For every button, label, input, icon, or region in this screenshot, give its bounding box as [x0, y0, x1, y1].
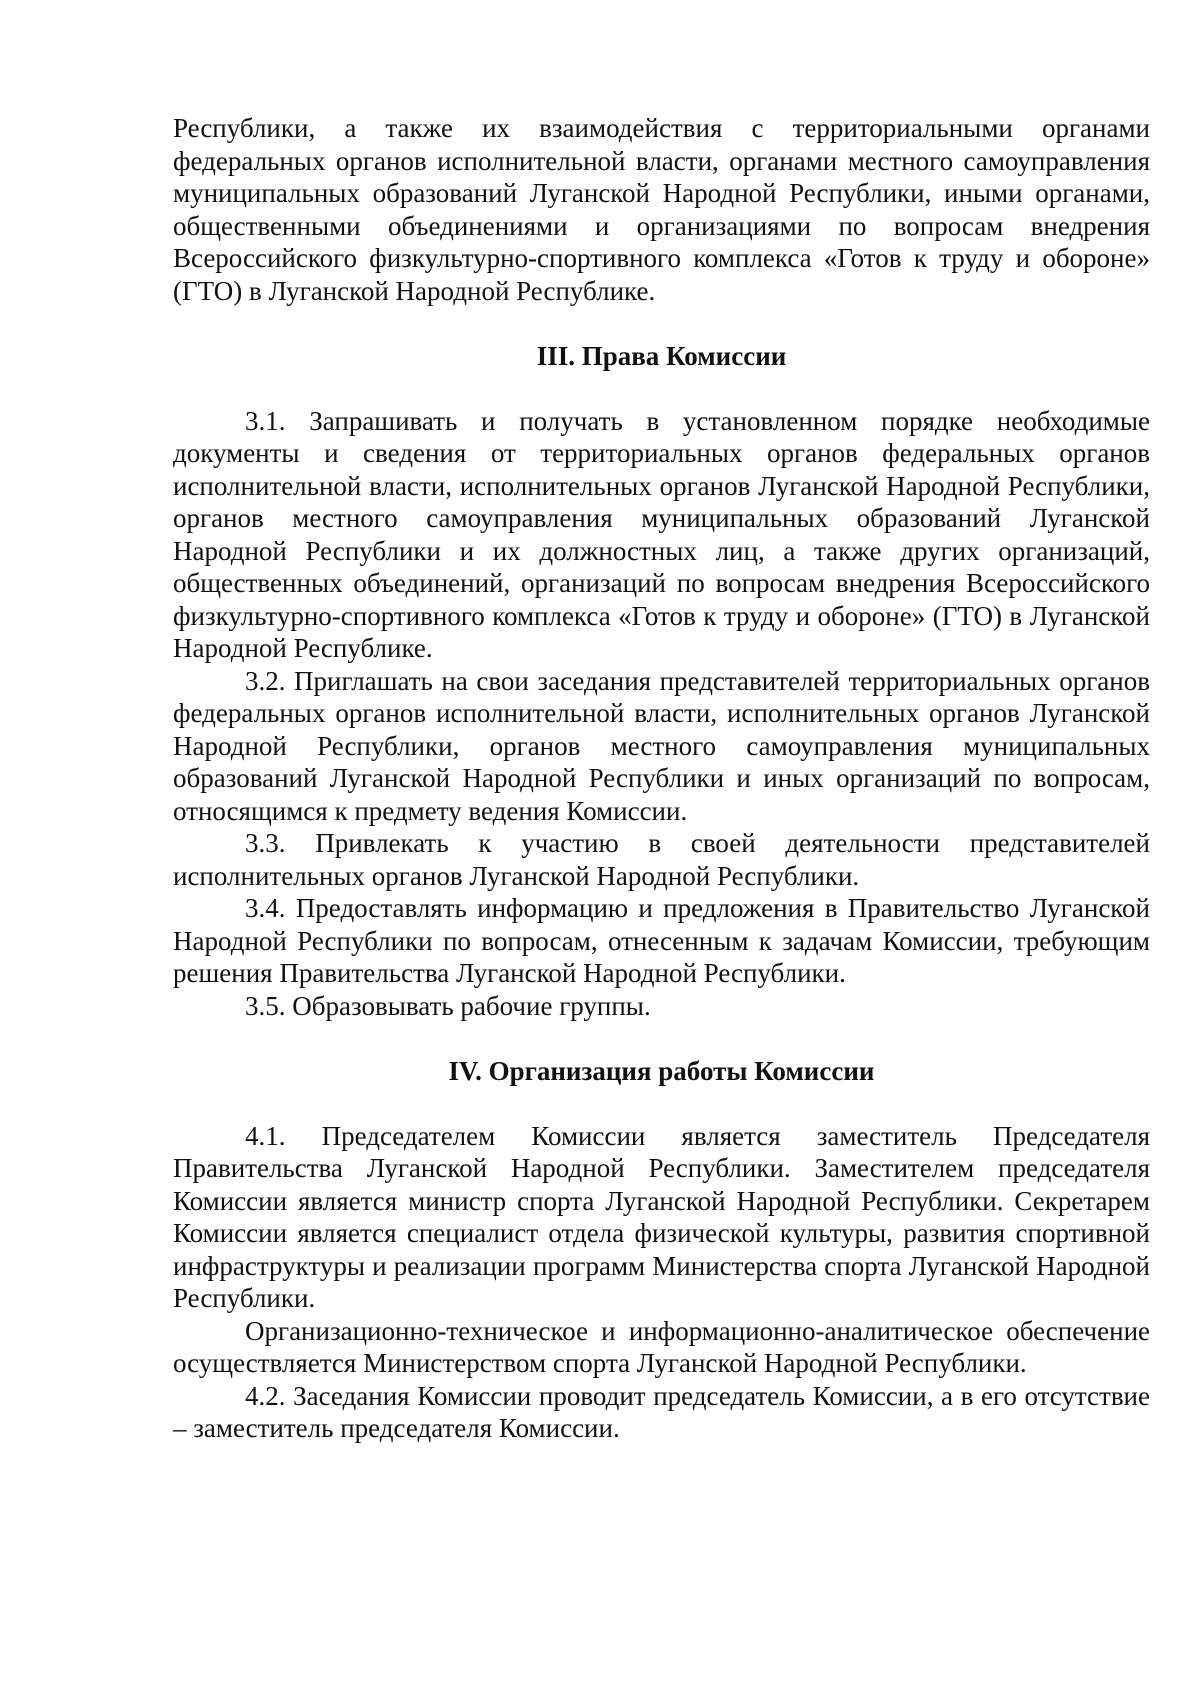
section-4-item-2: 4.2. Заседания Комиссии проводит председатель Комиссии, а в его отсутствие – заместитель председателя Комиссии.: [173, 1380, 1150, 1443]
section-4-paragraph-support: Организационно-техническое и информационно-аналитическое обеспечение осуществляется Министерством спорта Луганской Народной Республики.: [173, 1315, 1150, 1378]
document-page: [173, 112, 1150, 1445]
section-3-item-3: 3.3. Привлекать к участию в своей деятельности представителей исполнительных органов Луганской Народной Республики.: [173, 828, 1150, 891]
intro-paragraph: Республики, а также их взаимодействия с территориальными органами федеральных органов исполнительной власти, органами местного самоуправления муниципальных образований Луганской Народной Республики, иными органами, общественными объединениями и организациями по вопросам внедрения Всероссийского физкультурно-спортивного комплекса «Готов к труду и обороне» (ГТО) в Луганской Народной Республике.: [173, 113, 1150, 306]
section-3-item-4: 3.4. Предоставлять информацию и предложения в Правительство Луганской Народной Республики по вопросам, отнесенным к задачам Комиссии, требующим решения Правительства Луганской Народной Республики.: [173, 893, 1150, 988]
spacer: [173, 372, 1150, 405]
section-4-item-1: 4.1. Председателем Комиссии является заместитель Председателя Правительства Луганской Народной Республики. Заместителем председателя Комиссии является министр спорта Луганской Народной Республики. Секретарем Комиссии является специалист отдела физической культуры, развития спортивной инфраструктуры и реализации программ Министерства спорта Луганской Народной Республики.: [173, 1120, 1150, 1313]
spacer: [173, 1022, 1150, 1055]
spacer: [173, 307, 1150, 340]
section-3-heading: III. Права Комиссии: [536, 340, 787, 371]
spacer: [173, 1087, 1150, 1120]
section-4-heading: IV. Организация работы Комиссии: [448, 1055, 875, 1086]
section-3-item-2: 3.2. Приглашать на свои заседания представителей территориальных органов федеральных органов исполнительной власти, исполнительных органов Луганской Народной Республики, органов местного самоуправления муниципальных образований Луганской Народной Республики и иных организаций по вопросам, относящимся к предмету ведения Комиссии.: [173, 665, 1150, 826]
section-3-item-5: 3.5. Образовывать рабочие группы.: [245, 990, 651, 1021]
section-3-item-1: 3.1. Запрашивать и получать в установленном порядке необходимые документы и сведения от территориальных органов федеральных органов исполнительной власти, исполнительных органов Луганской Народной Республики, органов местного самоуправления муниципальных образований Луганской Народной Республики и их должностных лиц, а также других организаций, общественных объединений, организаций по вопросам внедрения Всероссийского физкультурно-спортивного комплекса «Готов к труду и обороне» (ГТО) в Луганской Народной Республике.: [173, 405, 1150, 663]
